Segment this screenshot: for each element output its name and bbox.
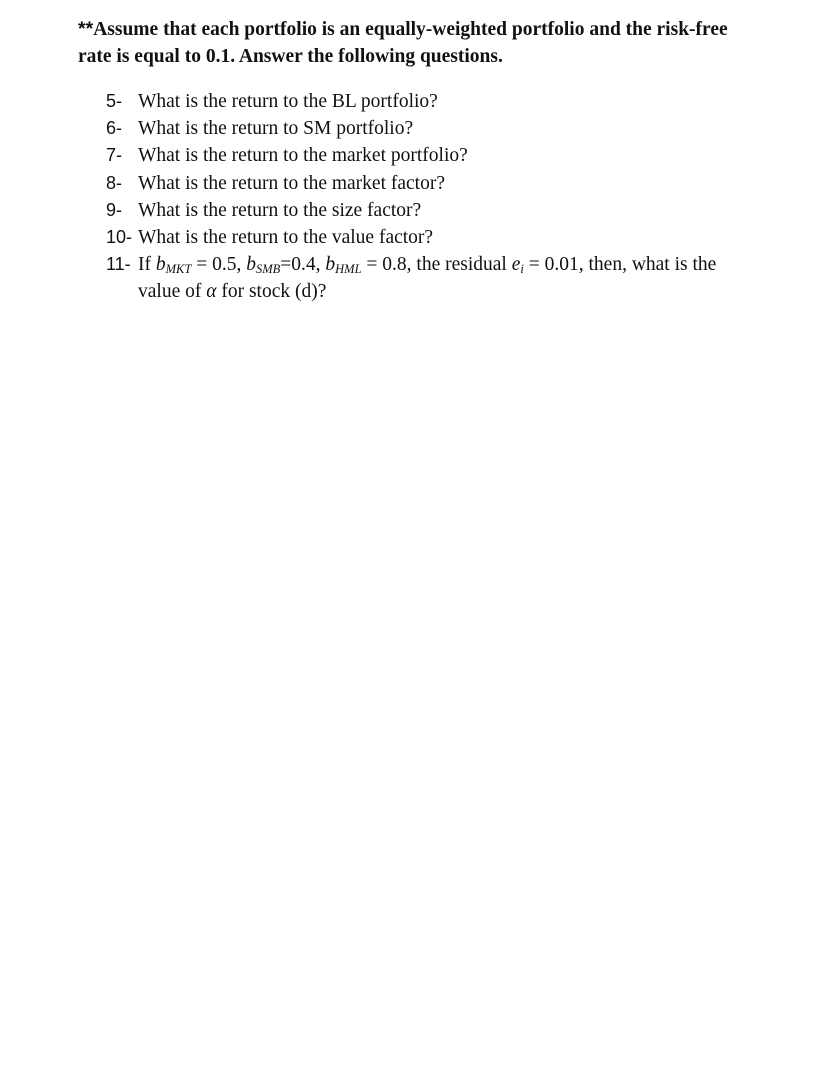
question-item — [106, 142, 796, 169]
b-smb-symbol: b — [246, 254, 256, 276]
question-text: What is the return to the size factor? — [138, 199, 422, 221]
instructions-paragraph — [78, 16, 778, 70]
question-text: What is the return to the market factor? — [138, 172, 445, 194]
question-number: 11- — [106, 254, 131, 275]
question-number: 6- — [106, 118, 123, 139]
hml-subscript: HML — [335, 262, 362, 277]
question-text: What is the return to SM portfolio? — [138, 118, 414, 140]
question-item — [106, 88, 796, 115]
hml-value: = 0.8, the residual — [361, 254, 512, 276]
question-text: What is the return to the value factor? — [138, 227, 434, 249]
question-text: What is the return to the market portfolio? — [138, 145, 468, 167]
question-item — [106, 197, 796, 224]
question-item-11 — [106, 251, 796, 305]
smb-subscript: SMB — [255, 262, 281, 277]
line2-prefix: value of — [138, 281, 207, 303]
mkt-value: = 0.5, — [191, 254, 247, 276]
question-text: What is the return to the BL portfolio? — [138, 91, 438, 112]
line2-suffix: for stock (d)? — [216, 281, 327, 303]
smb-value: =0.4, — [280, 254, 326, 276]
residual-symbol: e — [511, 254, 521, 276]
question-number: 8- — [106, 172, 123, 193]
residual-subscript: i — [520, 262, 524, 277]
question-list — [106, 88, 796, 306]
question-item — [106, 170, 796, 197]
b-hml-symbol: b — [325, 254, 336, 276]
question-item — [106, 115, 796, 142]
if-word: If — [138, 254, 151, 276]
question-number: 10- — [106, 227, 133, 248]
residual-value: = 0.01, then, what is the — [523, 254, 717, 276]
question-number: 5- — [106, 91, 123, 111]
b-mkt-symbol: b — [155, 254, 166, 276]
mkt-subscript: MKT — [165, 262, 192, 277]
question-item — [106, 224, 796, 251]
instructions-line-1: Assume that each portfolio is an equally-weighted portfolio and the risk-free — [93, 19, 728, 40]
alpha-symbol: α — [206, 281, 217, 303]
asterisks: ** — [78, 18, 94, 40]
question-number: 9- — [106, 199, 123, 220]
instructions-line-2: rate is equal to 0.1. Answer the following questions. — [78, 46, 503, 67]
question-text-11 — [138, 251, 796, 305]
question-number: 7- — [106, 145, 123, 166]
